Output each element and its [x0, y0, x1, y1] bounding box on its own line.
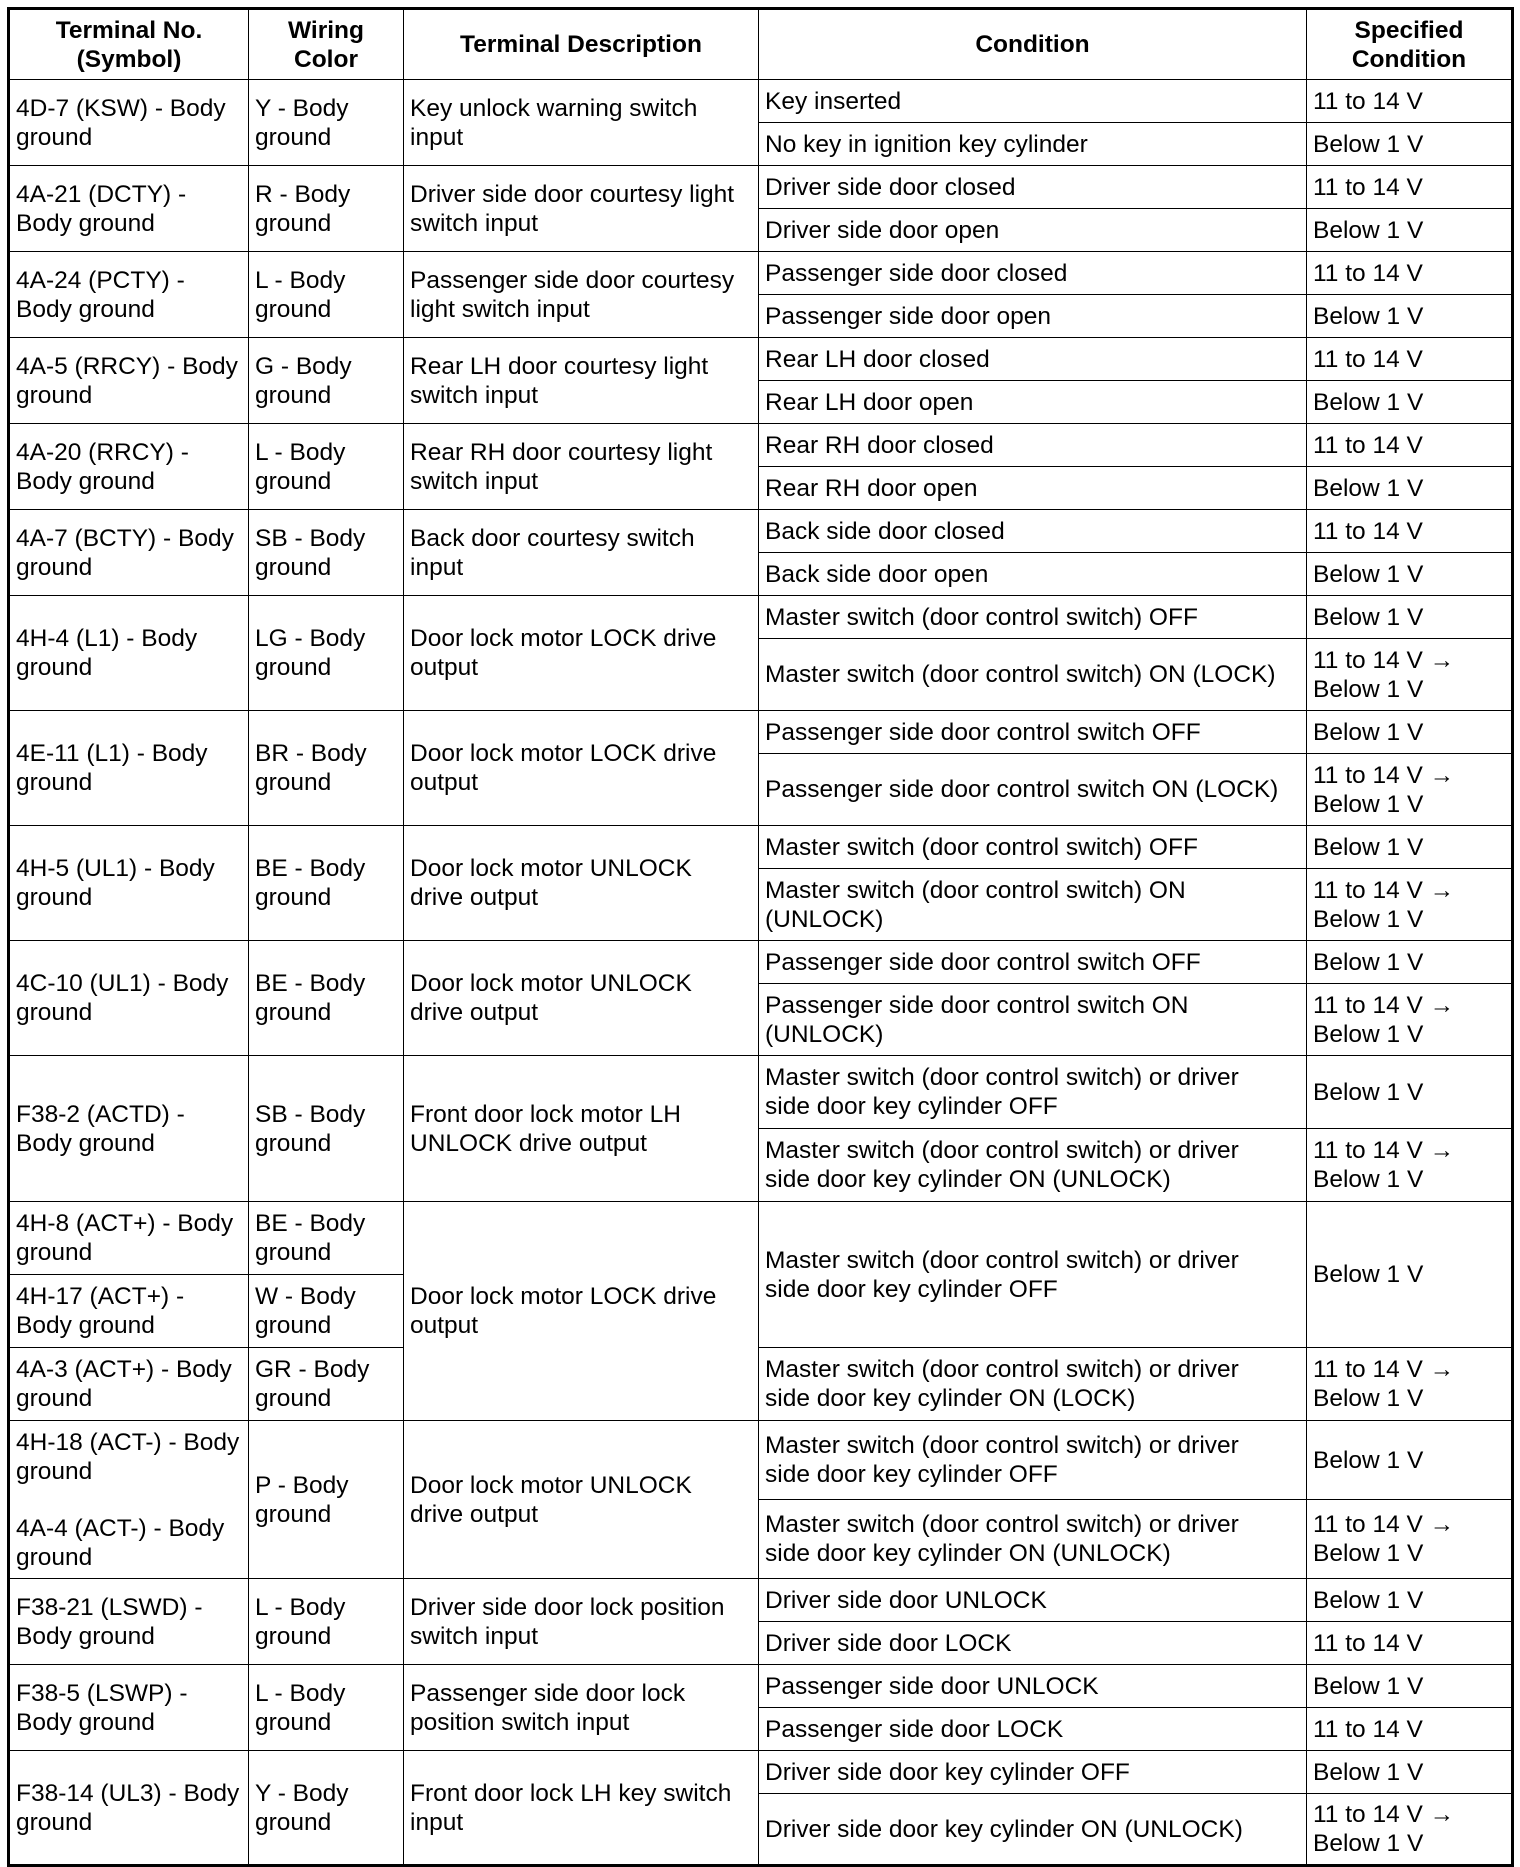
description-cell: Back door courtesy switch input — [404, 510, 759, 596]
terminal-cell: F38-14 (UL3) - Body ground — [9, 1751, 249, 1866]
condition-cell: Passenger side door LOCK — [759, 1708, 1307, 1751]
specified-cell: 11 to 14 V → Below 1 V — [1307, 869, 1513, 941]
terminal-cell: 4A-21 (DCTY) - Body ground — [9, 166, 249, 252]
description-cell: Door lock motor LOCK drive output — [404, 596, 759, 711]
description-cell: Front door lock LH key switch input — [404, 1751, 759, 1866]
condition-cell: Master switch (door control switch) or driver side door key cylinder OFF — [759, 1202, 1307, 1348]
description-cell: Rear LH door courtesy light switch input — [404, 338, 759, 424]
wiring-color-cell: R - Body ground — [249, 166, 404, 252]
specified-cell: Below 1 V — [1307, 1751, 1513, 1794]
specified-cell: 11 to 14 V → Below 1 V — [1307, 1794, 1513, 1866]
terminal-cell: 4H-4 (L1) - Body ground — [9, 596, 249, 711]
terminal-cell: F38-2 (ACTD) - Body ground — [9, 1056, 249, 1202]
wiring-color-cell: BR - Body ground — [249, 711, 404, 826]
terminal-cell: 4D-7 (KSW) - Body ground — [9, 80, 249, 166]
description-cell: Key unlock warning switch input — [404, 80, 759, 166]
condition-cell: Passenger side door closed — [759, 252, 1307, 295]
description-cell: Door lock motor UNLOCK drive output — [404, 1421, 759, 1579]
specified-cell: Below 1 V — [1307, 467, 1513, 510]
header-terminal: Terminal No. (Symbol) — [9, 9, 249, 80]
description-cell: Front door lock motor LH UNLOCK drive output — [404, 1056, 759, 1202]
terminal-cell: 4A-5 (RRCY) - Body ground — [9, 338, 249, 424]
table-row — [9, 1751, 1513, 1794]
terminal-cell: 4A-7 (BCTY) - Body ground — [9, 510, 249, 596]
table-row — [9, 338, 1513, 381]
terminal-cell: 4A-3 (ACT+) - Body ground — [9, 1348, 249, 1421]
specified-cell: 11 to 14 V — [1307, 510, 1513, 553]
description-cell: Door lock motor LOCK drive output — [404, 1202, 759, 1421]
wiring-color-cell: L - Body ground — [249, 424, 404, 510]
specified-cell: 11 to 14 V — [1307, 252, 1513, 295]
condition-cell: Driver side door key cylinder ON (UNLOCK) — [759, 1794, 1307, 1866]
specified-cell: Below 1 V — [1307, 1665, 1513, 1708]
condition-cell: Passenger side door control switch ON (UNLOCK) — [759, 984, 1307, 1056]
specified-cell: Below 1 V — [1307, 711, 1513, 754]
specified-cell: Below 1 V — [1307, 295, 1513, 338]
description-cell: Door lock motor UNLOCK drive output — [404, 826, 759, 941]
specified-cell: 11 to 14 V — [1307, 338, 1513, 381]
condition-cell: Master switch (door control switch) or driver side door key cylinder ON (UNLOCK) — [759, 1129, 1307, 1202]
terminal-cell: 4H-5 (UL1) - Body ground — [9, 826, 249, 941]
table-row — [9, 424, 1513, 467]
condition-cell: Master switch (door control switch) ON (UNLOCK) — [759, 869, 1307, 941]
terminal-line-a: 4H-18 (ACT-) - Body ground — [16, 1428, 240, 1485]
table-header-row — [9, 9, 1513, 80]
table-row — [9, 941, 1513, 984]
terminal-cell: F38-5 (LSWP) - Body ground — [9, 1665, 249, 1751]
terminal-cell: 4A-24 (PCTY) - Body ground — [9, 252, 249, 338]
specified-cell: Below 1 V — [1307, 123, 1513, 166]
specified-cell: Below 1 V — [1307, 1202, 1513, 1348]
table-row — [9, 1579, 1513, 1622]
table-row — [9, 1348, 1513, 1421]
description-cell: Passenger side door courtesy light switch input — [404, 252, 759, 338]
specified-cell: Below 1 V — [1307, 941, 1513, 984]
table-row — [9, 826, 1513, 869]
specified-cell: Below 1 V — [1307, 381, 1513, 424]
specified-cell: 11 to 14 V → Below 1 V — [1307, 754, 1513, 826]
table-row — [9, 252, 1513, 295]
specified-cell: Below 1 V — [1307, 1421, 1513, 1500]
condition-cell: No key in ignition key cylinder — [759, 123, 1307, 166]
header-wiring-color: Wiring Color — [249, 9, 404, 80]
wiring-color-cell: LG - Body ground — [249, 596, 404, 711]
description-cell: Door lock motor UNLOCK drive output — [404, 941, 759, 1056]
condition-cell: Passenger side door control switch OFF — [759, 711, 1307, 754]
condition-cell: Driver side door closed — [759, 166, 1307, 209]
terminal-spec-table — [7, 7, 1514, 1867]
specified-cell: 11 to 14 V → Below 1 V — [1307, 984, 1513, 1056]
wiring-color-cell: L - Body ground — [249, 1665, 404, 1751]
terminal-cell — [9, 1421, 249, 1579]
condition-cell: Master switch (door control switch) or driver side door key cylinder OFF — [759, 1056, 1307, 1129]
condition-cell: Rear LH door open — [759, 381, 1307, 424]
description-cell: Driver side door courtesy light switch input — [404, 166, 759, 252]
terminal-cell: 4H-17 (ACT+) - Body ground — [9, 1275, 249, 1348]
wiring-color-cell: BE - Body ground — [249, 941, 404, 1056]
description-cell: Passenger side door lock position switch input — [404, 1665, 759, 1751]
condition-cell: Passenger side door open — [759, 295, 1307, 338]
condition-cell: Driver side door open — [759, 209, 1307, 252]
specified-cell: 11 to 14 V — [1307, 1622, 1513, 1665]
terminal-cell: 4E-11 (L1) - Body ground — [9, 711, 249, 826]
table-row — [9, 1202, 1513, 1275]
terminal-cell: 4C-10 (UL1) - Body ground — [9, 941, 249, 1056]
condition-cell: Key inserted — [759, 80, 1307, 123]
specified-cell: 11 to 14 V — [1307, 424, 1513, 467]
table-row — [9, 596, 1513, 639]
condition-cell: Master switch (door control switch) or driver side door key cylinder OFF — [759, 1421, 1307, 1500]
condition-cell: Master switch (door control switch) or driver side door key cylinder ON (UNLOCK) — [759, 1500, 1307, 1579]
specified-cell: Below 1 V — [1307, 826, 1513, 869]
specified-cell: 11 to 14 V → Below 1 V — [1307, 639, 1513, 711]
wiring-color-cell: Y - Body ground — [249, 80, 404, 166]
header-condition: Condition — [759, 9, 1307, 80]
description-cell: Door lock motor LOCK drive output — [404, 711, 759, 826]
wiring-color-cell: Y - Body ground — [249, 1751, 404, 1866]
table-row — [9, 510, 1513, 553]
condition-cell: Driver side door key cylinder OFF — [759, 1751, 1307, 1794]
table-row — [9, 1421, 1513, 1500]
header-terminal-description: Terminal Description — [404, 9, 759, 80]
terminal-spec-sheet — [7, 7, 1514, 1867]
condition-cell: Passenger side door control switch ON (LOCK) — [759, 754, 1307, 826]
condition-cell: Passenger side door UNLOCK — [759, 1665, 1307, 1708]
wiring-color-cell: GR - Body ground — [249, 1348, 404, 1421]
specified-cell: Below 1 V — [1307, 1579, 1513, 1622]
description-cell: Rear RH door courtesy light switch input — [404, 424, 759, 510]
condition-cell: Master switch (door control switch) or driver side door key cylinder ON (LOCK) — [759, 1348, 1307, 1421]
wiring-color-cell: P - Body ground — [249, 1421, 404, 1579]
condition-cell: Passenger side door control switch OFF — [759, 941, 1307, 984]
header-specified-condition: Specified Condition — [1307, 9, 1513, 80]
specified-cell: Below 1 V — [1307, 596, 1513, 639]
description-cell: Driver side door lock position switch input — [404, 1579, 759, 1665]
specified-cell: 11 to 14 V — [1307, 1708, 1513, 1751]
terminal-cell: 4A-20 (RRCY) - Body ground — [9, 424, 249, 510]
condition-cell: Driver side door UNLOCK — [759, 1579, 1307, 1622]
specified-cell: 11 to 14 V → Below 1 V — [1307, 1129, 1513, 1202]
specified-cell: 11 to 14 V → Below 1 V — [1307, 1500, 1513, 1579]
terminal-cell: 4H-8 (ACT+) - Body ground — [9, 1202, 249, 1275]
wiring-color-cell: L - Body ground — [249, 252, 404, 338]
condition-cell: Master switch (door control switch) ON (LOCK) — [759, 639, 1307, 711]
table-row — [9, 1665, 1513, 1708]
specified-cell: Below 1 V — [1307, 209, 1513, 252]
specified-cell: 11 to 14 V → Below 1 V — [1307, 1348, 1513, 1421]
condition-cell: Rear RH door open — [759, 467, 1307, 510]
wiring-color-cell: G - Body ground — [249, 338, 404, 424]
terminal-cell: F38-21 (LSWD) - Body ground — [9, 1579, 249, 1665]
condition-cell: Master switch (door control switch) OFF — [759, 596, 1307, 639]
table-row — [9, 166, 1513, 209]
wiring-color-cell: BE - Body ground — [249, 1202, 404, 1275]
condition-cell: Rear LH door closed — [759, 338, 1307, 381]
condition-cell: Master switch (door control switch) OFF — [759, 826, 1307, 869]
wiring-color-cell: SB - Body ground — [249, 1056, 404, 1202]
condition-cell: Back side door closed — [759, 510, 1307, 553]
wiring-color-cell: W - Body ground — [249, 1275, 404, 1348]
specified-cell: 11 to 14 V — [1307, 80, 1513, 123]
specified-cell: Below 1 V — [1307, 1056, 1513, 1129]
specified-cell: Below 1 V — [1307, 553, 1513, 596]
wiring-color-cell: SB - Body ground — [249, 510, 404, 596]
condition-cell: Rear RH door closed — [759, 424, 1307, 467]
condition-cell: Back side door open — [759, 553, 1307, 596]
table-row — [9, 1056, 1513, 1129]
specified-cell: 11 to 14 V — [1307, 166, 1513, 209]
table-row — [9, 80, 1513, 123]
wiring-color-cell: L - Body ground — [249, 1579, 404, 1665]
table-row — [9, 711, 1513, 754]
terminal-line-b: 4A-4 (ACT-) - Body ground — [16, 1514, 225, 1571]
wiring-color-cell: BE - Body ground — [249, 826, 404, 941]
condition-cell: Driver side door LOCK — [759, 1622, 1307, 1665]
